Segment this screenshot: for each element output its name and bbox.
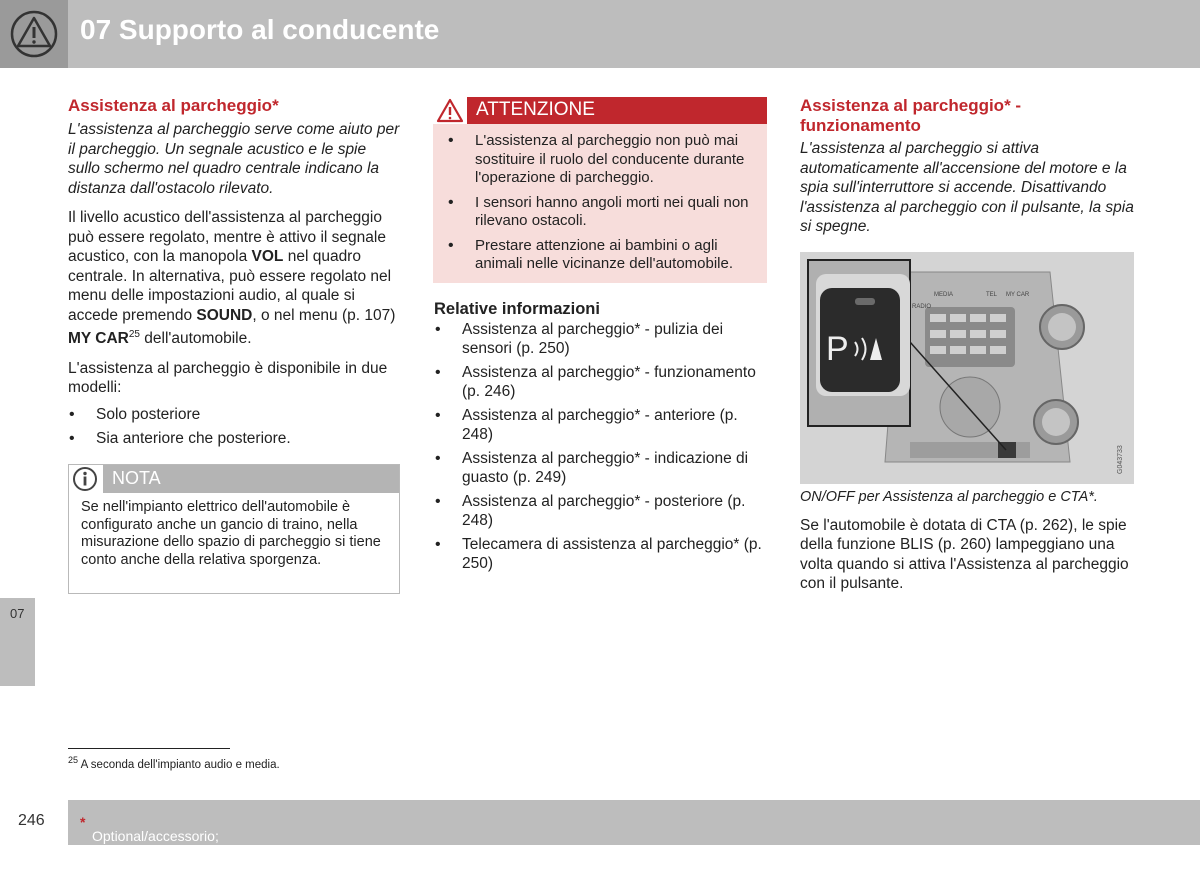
footnote-number: 25 bbox=[68, 755, 79, 765]
footnote-ref: 25 bbox=[128, 329, 140, 340]
related-link[interactable]: • Assistenza al parcheggio* - pulizia dei sensori (p. 250) bbox=[434, 320, 768, 358]
footnote-text: A seconda dell'impianto audio e media. bbox=[80, 758, 280, 771]
warning-triangle-icon bbox=[0, 0, 68, 68]
note-title: NOTA bbox=[112, 468, 161, 488]
related-link[interactable]: • Telecamera di assistenza al parcheggio* (p. 250) bbox=[434, 535, 768, 573]
warning-box bbox=[433, 97, 767, 283]
warning-item: • Prestare attenzione ai bambini o agli animali nelle vicinanze dell'automobile. bbox=[447, 237, 755, 274]
chapter-side-tab bbox=[0, 598, 35, 686]
figure-code: G043733 bbox=[1117, 445, 1124, 474]
footnote bbox=[68, 755, 280, 771]
text-run: , o nel menu (p. 107) bbox=[252, 306, 396, 324]
list-item: • Solo posteriore bbox=[68, 405, 402, 424]
text-run: nel quadro centrale. In alternativa, può essere regolato nel menu delle impostazioni audio, al quale si accede premendo bbox=[68, 248, 392, 324]
right-lower bbox=[800, 488, 1134, 594]
warning-item: • I sensori hanno angoli morti nei quali non rilevano ostacoli. bbox=[447, 194, 755, 231]
footer-star: * bbox=[80, 814, 86, 830]
list-item: • Sia anteriore che posteriore. bbox=[68, 429, 402, 448]
page-number: 246 bbox=[18, 812, 45, 829]
center-console-illustration bbox=[800, 252, 1134, 484]
media-button-label: MEDIA bbox=[934, 292, 954, 298]
volume-paragraph bbox=[68, 208, 402, 349]
footer-text bbox=[80, 814, 219, 892]
console-photo bbox=[800, 252, 1134, 484]
related-section bbox=[434, 300, 768, 573]
tel-button-label: TEL bbox=[986, 292, 998, 298]
section-intro: L'assistenza al parcheggio serve come aiuto per il parcheggio. Un segnale acustico e le spie sullo schermo nel quadro centrale indicano la distanza dall'ostacolo rilevato. bbox=[68, 121, 400, 197]
section-heading: Assistenza al parcheggio* - funzionamento bbox=[800, 96, 1022, 135]
chapter-title: 07 Supporto al conducente bbox=[80, 14, 440, 45]
vol-knob-label: VOL bbox=[251, 248, 284, 265]
note-header bbox=[69, 465, 399, 493]
related-list bbox=[434, 320, 768, 573]
models-list bbox=[68, 405, 402, 448]
page-footer bbox=[68, 800, 1200, 892]
note-text: Se nell'impianto elettrico dell'automobile è configurato anche un gancio di traino, nella misurazione dello spazio di parcheggio si tiene conto anche della relativa sporgenza. bbox=[81, 499, 381, 568]
text-run: Il livello acustico dell'assistenza al parcheggio può essere regolato, mentre è attivo il segnale acustico, con la manopola bbox=[68, 209, 386, 265]
cta-paragraph: Se l'automobile è dotata di CTA (p. 262), le spie della funzione BLIS (p. 260) lampeggiano una volta quando si attiva l'Assistenza al parcheggio con il pulsante. bbox=[800, 516, 1129, 592]
info-icon bbox=[69, 465, 103, 493]
related-link[interactable]: • Assistenza al parcheggio* - funzionamento (p. 246) bbox=[434, 363, 768, 401]
related-heading: Relative informazioni bbox=[434, 300, 600, 318]
warning-item: • L'assistenza al parcheggio non può mai sostituire il ruolo del conducente durante l'operazione di parcheggio. bbox=[447, 132, 755, 188]
right-column bbox=[800, 96, 1134, 237]
left-column bbox=[68, 96, 402, 448]
figure-caption: ON/OFF per Assistenza al parcheggio e CTA*. bbox=[800, 489, 1098, 505]
note-box bbox=[68, 464, 400, 594]
related-link[interactable]: • Assistenza al parcheggio* - indicazione di guasto (p. 249) bbox=[434, 449, 768, 487]
warning-list bbox=[433, 124, 767, 274]
section-intro: L'assistenza al parcheggio si attiva automaticamente all'accensione del motore e la spia sull'interruttore si accende. Disattivando l'assistenza al parcheggio con il pulsante, la spia si spegne. bbox=[800, 140, 1134, 235]
page-header bbox=[0, 0, 1200, 68]
radio-button-label: RADIO bbox=[912, 304, 932, 310]
text-run: dell'automobile. bbox=[139, 330, 252, 348]
related-link[interactable]: • Assistenza al parcheggio* - posteriore (p. 248) bbox=[434, 492, 768, 530]
chapter-number: 07 bbox=[10, 606, 25, 621]
mycar-button-label: MY CAR bbox=[1006, 292, 1030, 298]
warning-title: ATTENZIONE bbox=[476, 99, 595, 120]
warning-icon-box bbox=[0, 0, 68, 68]
section-heading: Assistenza al parcheggio* bbox=[68, 96, 279, 115]
models-paragraph: L'assistenza al parcheggio è disponibile in due modelli: bbox=[68, 359, 388, 397]
footnote-divider bbox=[68, 748, 230, 749]
parking-button-label: P bbox=[826, 330, 849, 368]
mycar-label: MY CAR bbox=[68, 330, 129, 348]
sound-button-label: SOUND bbox=[196, 306, 253, 324]
warning-icon bbox=[433, 97, 467, 124]
warning-header bbox=[433, 97, 767, 124]
footer-note: Optional/accessorio; per maggiori informazioni, vedere Introduzione. bbox=[92, 828, 219, 892]
related-link[interactable]: • Assistenza al parcheggio* - anteriore (p. 248) bbox=[434, 406, 768, 444]
